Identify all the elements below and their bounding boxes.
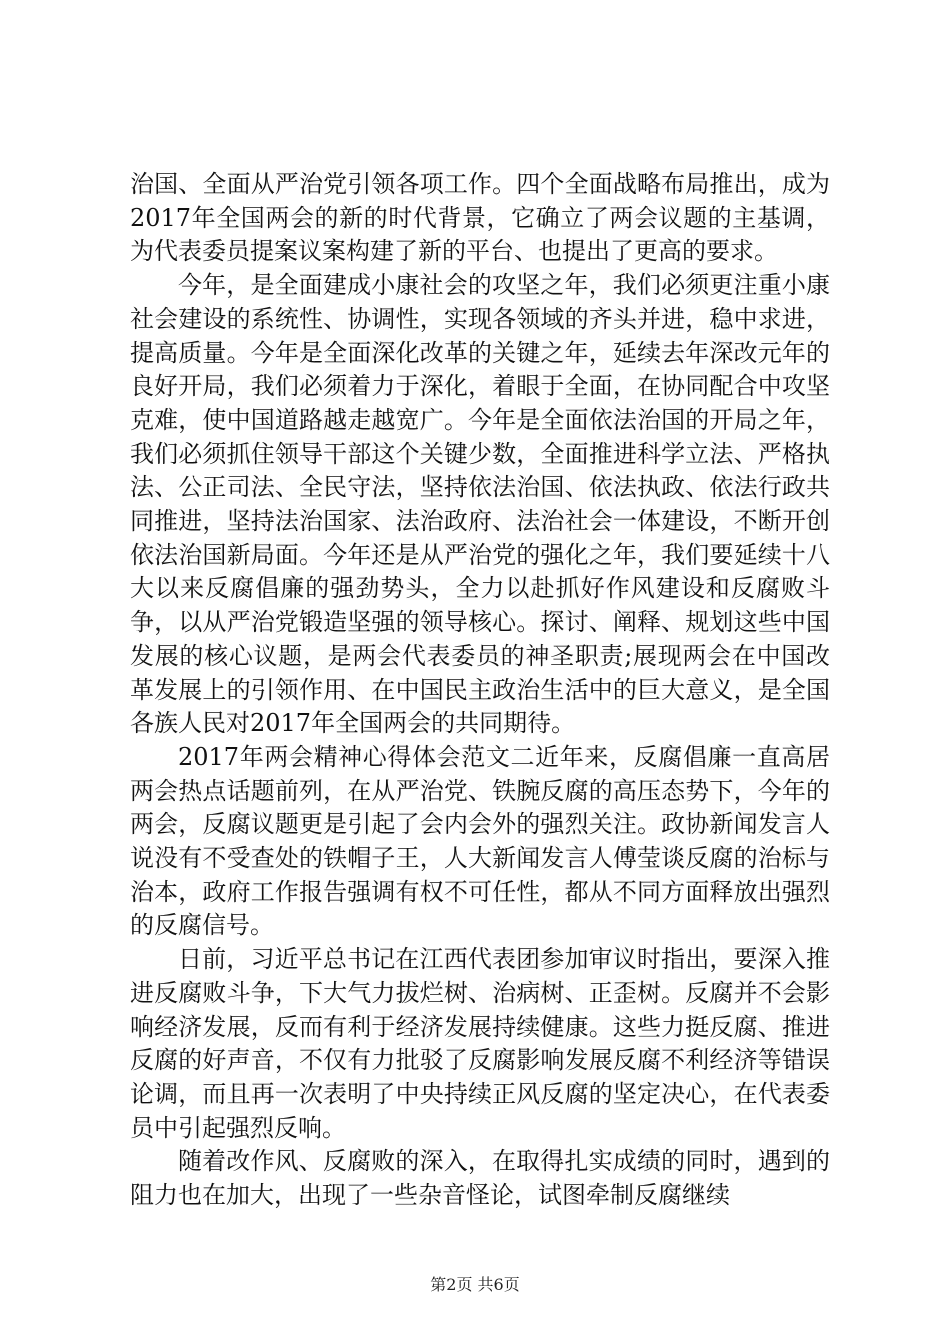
paragraph-2: 今年，是全面建成小康社会的攻坚之年，我们必须更注重小康社会建设的系统性、协调性，实现各领域的齐头并进，稳中求进，提高质量。今年是全面深化改革的关键之年，延续去年深改元年的良好开局，我们必须着力于深化，着眼于全面，在协同配合中攻坚克难，使中国道路越走越宽广。今年是全面依法治国的开局之年，我们必须抓住领导干部这个关键少数，全面推进科学立法、严格执法、公正司法、全民守法，坚持依法治国、依法执政、依法行政共同推进，坚持法治国家、法治政府、法治社会一体建设，不断开创依法治国新局面。今年还是从严治党的强化之年，我们要延续十八大以来反腐倡廉的强劲势头，全力以赴抓好作风建设和反腐败斗争，以从严治党锻造坚强的领导核心。探讨、阐释、规划这些中国发展的核心议题，是两会代表委员的神圣职责;展现两会在中国改革发展上的引领作用、在中国民主政治生活中的巨大意义，是全国各族人民对2017年全国两会的共同期待。 xyxy=(130,271,830,738)
paragraph-1: 治国、全面从严治党引领各项工作。四个全面战略布局推出，成为2017年全国两会的新的时代背景，它确立了两会议题的主基调，为代表委员提案议案构建了新的平台、也提出了更高的要求。 xyxy=(130,170,830,266)
paragraph-3: 2017年两会精神心得体会范文二近年来，反腐倡廉一直高居两会热点话题前列，在从严治党、铁腕反腐的高压态势下，今年的两会，反腐议题更是引起了会内会外的强烈关注。政协新闻发言人说没有不受查处的铁帽子王，人大新闻发言人傅莹谈反腐的治标与治本，政府工作报告强调有权不可任性，都从不同方面释放出强烈的反腐信号。 xyxy=(130,742,830,940)
paragraph-4: 日前，习近平总书记在江西代表团参加审议时指出，要深入推进反腐败斗争，下大气力拔烂树、治病树、正歪树。反腐并不会影响经济发展，反而有利于经济发展持续健康。这些力挺反腐、推进反腐的好声音，不仅有力批驳了反腐影响发展反腐不利经济等错误论调，而且再一次表明了中央持续正风反腐的坚定决心，在代表委员中引起强烈反响。 xyxy=(130,945,830,1142)
page-footer xyxy=(0,1272,950,1295)
document-body xyxy=(130,168,830,1213)
paragraph-5: 随着改作风、反腐败的深入，在取得扎实成绩的同时，遇到的阻力也在加大，出现了一些杂音怪论，试图牵制反腐继续 xyxy=(130,1147,830,1210)
page-number: 第2页 共6页 xyxy=(430,1275,520,1294)
